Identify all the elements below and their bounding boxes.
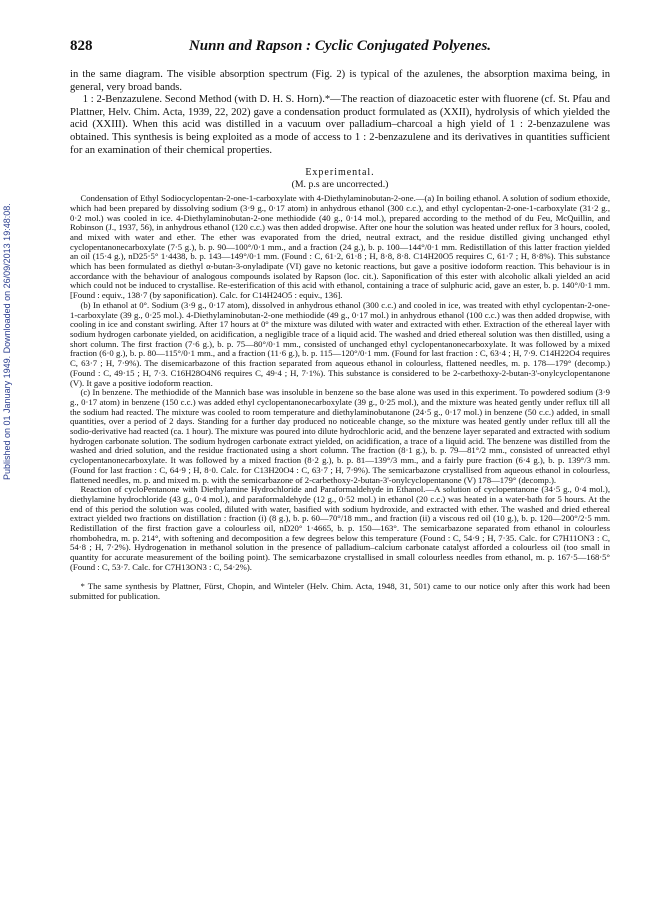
experimental-body xyxy=(70,194,610,572)
running-title: Nunn and Rapson : Cyclic Conjugated Polyenes. xyxy=(188,38,492,54)
page-content xyxy=(70,69,610,601)
experimental-paragraph: (b) In ethanol at 0°. Sodium (3·9 g., 0·17 atom), dissolved in anhydrous ethanol (300 c.c.) and cooled in ice, was treated with ethyl cyclopentan-2-one-1-carboxylate (39 g., 0·25 mol.). 4-Diethylaminobutan-2-one methiodide (49 g., 0·17 mol.) in anhydrous ethanol (100 c.c.) was then added dropwise, with cooling in ice and constant swirling. After 17 hours at 0° the mixture was diluted with water and extracted with ether. Extraction of the ethereal layer with sodium hydrogen carbonate yielded, on acidification, a negligible trace of a liquid acid. The washed and dried ethereal solution was then distilled, using a short column. The first fraction (7·6 g.), b. p. 75—80°/0·1 mm., consisted of unchanged ethyl cyclopentanonecarboxylate. It was followed by a mixed fraction (6·0 g.), b. p. 80—115°/0·1 mm., and a fraction (11·6 g.), b. p. 115—120°/0·1 mm. (Found for last fraction : C, 63·4 ; H, 7·9. C14H22O4 requires C, 63·7 ; H, 7·9%). The disemicarbazone of this fraction separated from aqueous ethanol in colourless, flattened needles, m. p. 178—179° (decomp.) (Found : C, 49·15 ; H, 7·3. C16H28O4N6 requires C, 49·4 ; H, 7·1%). This substance is considered to be 2-carbethoxy-2-butan-3'-onylcyclopentanone (V). It gave a positive iodoform reaction. xyxy=(70,299,610,388)
experimental-subheading: (M. p.s are uncorrected.) xyxy=(291,179,389,191)
experimental-paragraph: Reaction of cycloPentanone with Diethylamine Hydrochloride and Paraformaldehyde in Ethanol.—A solution of cyclopentanone (34·5 g., 0·4 mol.), diethylamine hydrochloride (43 g., 0·4 mol.), and paraformaldehyde (12 g., 0·52 mol.) in ethanol (20 c.c.) was heated in a water-bath for 5 hours. At the end of this period the solution was cooled, diluted with water, basified with sodium hydroxide, and extracted with ether. The washed and dried ethereal extract yielded two fractions on distillation : fraction (i) (8 g.), b. p. 60—70°/18 mm., and fraction (ii) a viscous red oil (10 g.), b. p. 120—200°/2·5 mm. Redistillation of the first fraction gave a colourless oil, nD20° 1·4665, b. p. 150—163°. The semicarbazone separated from ethanol in colourless rhombohedra, m. p. 214°, with softening and decomposition a few degrees below this temperature (Found : C, 54·9 ; H, 7·35. Calc. for C7H11ON3 : C, 54·8 ; H, 7·2%). Hydrogenation in methanol solution in the presence of palladium–calcium carbonate catalyst afforded a colourless oil (too small in quantity for accurate measurement of the boiling point). The semicarbazone crystallised in small colourless needles from ethanol, m. p. 167·5—168·5° (Found : C, 53·7. Calc. for C7H13ON3 : C, 54·2%). xyxy=(70,484,610,572)
publication-side-note[interactable]: Published on 01 January 1949. Downloaded on 26/09/2013 19:48:08. xyxy=(2,203,12,480)
intro-paragraph: in the same diagram. The visible absorption spectrum (Fig. 2) is typical of the azulenes, the absorption maxima being, in general, very broad bands. xyxy=(70,69,610,93)
page-number: 828 xyxy=(70,38,93,54)
experimental-heading: Experimental. xyxy=(305,167,375,179)
intro-section xyxy=(70,69,610,157)
footnote-text: * The same synthesis by Plattner, Fürst, Chopin, and Winteler (Helv. Chim. Acta, 1948, 31, 501) came to our notice only after this work had been submitted for publication. xyxy=(70,580,610,601)
experimental-paragraph: Condensation of Ethyl Sodiocyclopentan-2-one-1-carboxylate with 4-Diethylaminobutan-2-one.—(a) In boiling ethanol. A solution of sodium ethoxide, which had been prepared by dissolving sodium (3·9 g., 0·17 atom) in anhydrous ethanol (300 c.c.), and ethyl cyclopentan-2-one-1-carboxylate (31·2 g., 0·2 mol.) was cooled in ice. 4-Diethylaminobutan-2-one methiodide (40 g., 0·14 mol.), prepared according to the method of du Feu, McQuillin, and Robinson (J., 1937, 56), in anhydrous ethanol (120 c.c.) was then added dropwise. After one hour the solution was heated under reflux for 3 hours, cooled, and mixed with water and ether. The ether was evaporated from the dried, neutral extract, and the residue distilled giving unchanged ethyl cyclopentanonecarboxylate (7·5 g.), b. p. 90—100°/0·1 mm., and a fraction (24 g.), b. p. 100—144°/0·1 mm. Redistillation of this latter fraction yielded an oil (15·4 g.), nD25·5° 1·4438, b. p. 143—149°/0·1 mm. (Found : C, 61·2, 61·8 ; H, 8·8, 8·8. C14H20O5 requires C, 61·7 ; H, 8·8%). This substance which has been formulated as diethyl α-butan-3-onyladipate (VI) gave no ketonic reactions, but gave a positive iodoform reaction. This behaviour is in accordance with the behaviour of analogous compounds isolated by Rapson (loc. cit.). Saponification of this ester with alcoholic alkali yielded an acid which could not be induced to crystallise. Re-esterification of this acid with ethanol, containing a trace of sulphuric acid, gave an ester, b. p. 140°/0·1 mm. [Found : equiv., 138·7 (by saponification). Calc. for C14H24O5 : equiv., 136]. xyxy=(70,193,610,301)
footnote-section xyxy=(70,581,610,601)
page-header xyxy=(70,38,610,58)
intro-paragraph: 1 : 2-Benzazulene. Second Method (with D. H. S. Horn).*—The reaction of diazoacetic ester with fluorene (cf. St. Pfau and Plattner, Helv. Chim. Acta, 1939, 22, 202) gave a condensation product formulated as (XXII), hydrolysis of which yielded the acid (XXIII). When this acid was distilled in a vacuum over palladium–charcoal a high yield of 1 : 2-benzazulene was obtained. This synthesis is being exploited as a mode of access to 1 : 2-benzazulene and its derivatives in quantities sufficient for an examination of their chemical properties. xyxy=(70,94,610,156)
experimental-paragraph: (c) In benzene. The methiodide of the Mannich base was insoluble in benzene so the base alone was used in this experiment. To powdered sodium (3·9 g., 0·17 atom) in benzene (150 c.c.) was added ethyl cyclopentanonecarboxylate (39 g., 0·25 mol.), and the mixture was heated gently under reflux till all the sodium had reacted. The mixture was cooled to room temperature and diethylaminobutanone (24·5 g., 0·17 mol.) in benzene (50 c.c.) added, in small quantities, over a period of 2 days. Standing for a further day produced no noticeable change, so the mixture was heated gently under reflux till all the sodio-derivative had reacted (ca. 1 hour). The mixture was poured into dilute hydrochloric acid, and the benzene layer separated and extracted with sodium hydrogen carbonate solution. The sodium hydrogen carbonate extract yielded, on acidification, a trace of a liquid acid. The benzene was distilled from the washed and dried solution, and the residue fractionated using a short column. The fraction (8·1 g.), b. p. 79—81°/2 mm., consisted of unreacted ethyl cyclopentanonecarboxylate. It was followed by a mixed fraction (8·2 g.), b. p. 81—139°/3 mm., and a fairly pure fraction (6·4 g.), b. p. 139°/3 mm. (Found for last fraction : C, 64·9 ; H, 8·0. Calc. for C13H20O4 : C, 63·7 ; H, 7·9%). The semicarbazone crystallised from aqueous ethanol in colourless, flattened needles, m. p. and mixed m. p. with the semicarbazone of 2-carbethoxy-2-butan-3'-onylcyclopentanone (V) 178—179° (decomp.). xyxy=(70,387,610,485)
